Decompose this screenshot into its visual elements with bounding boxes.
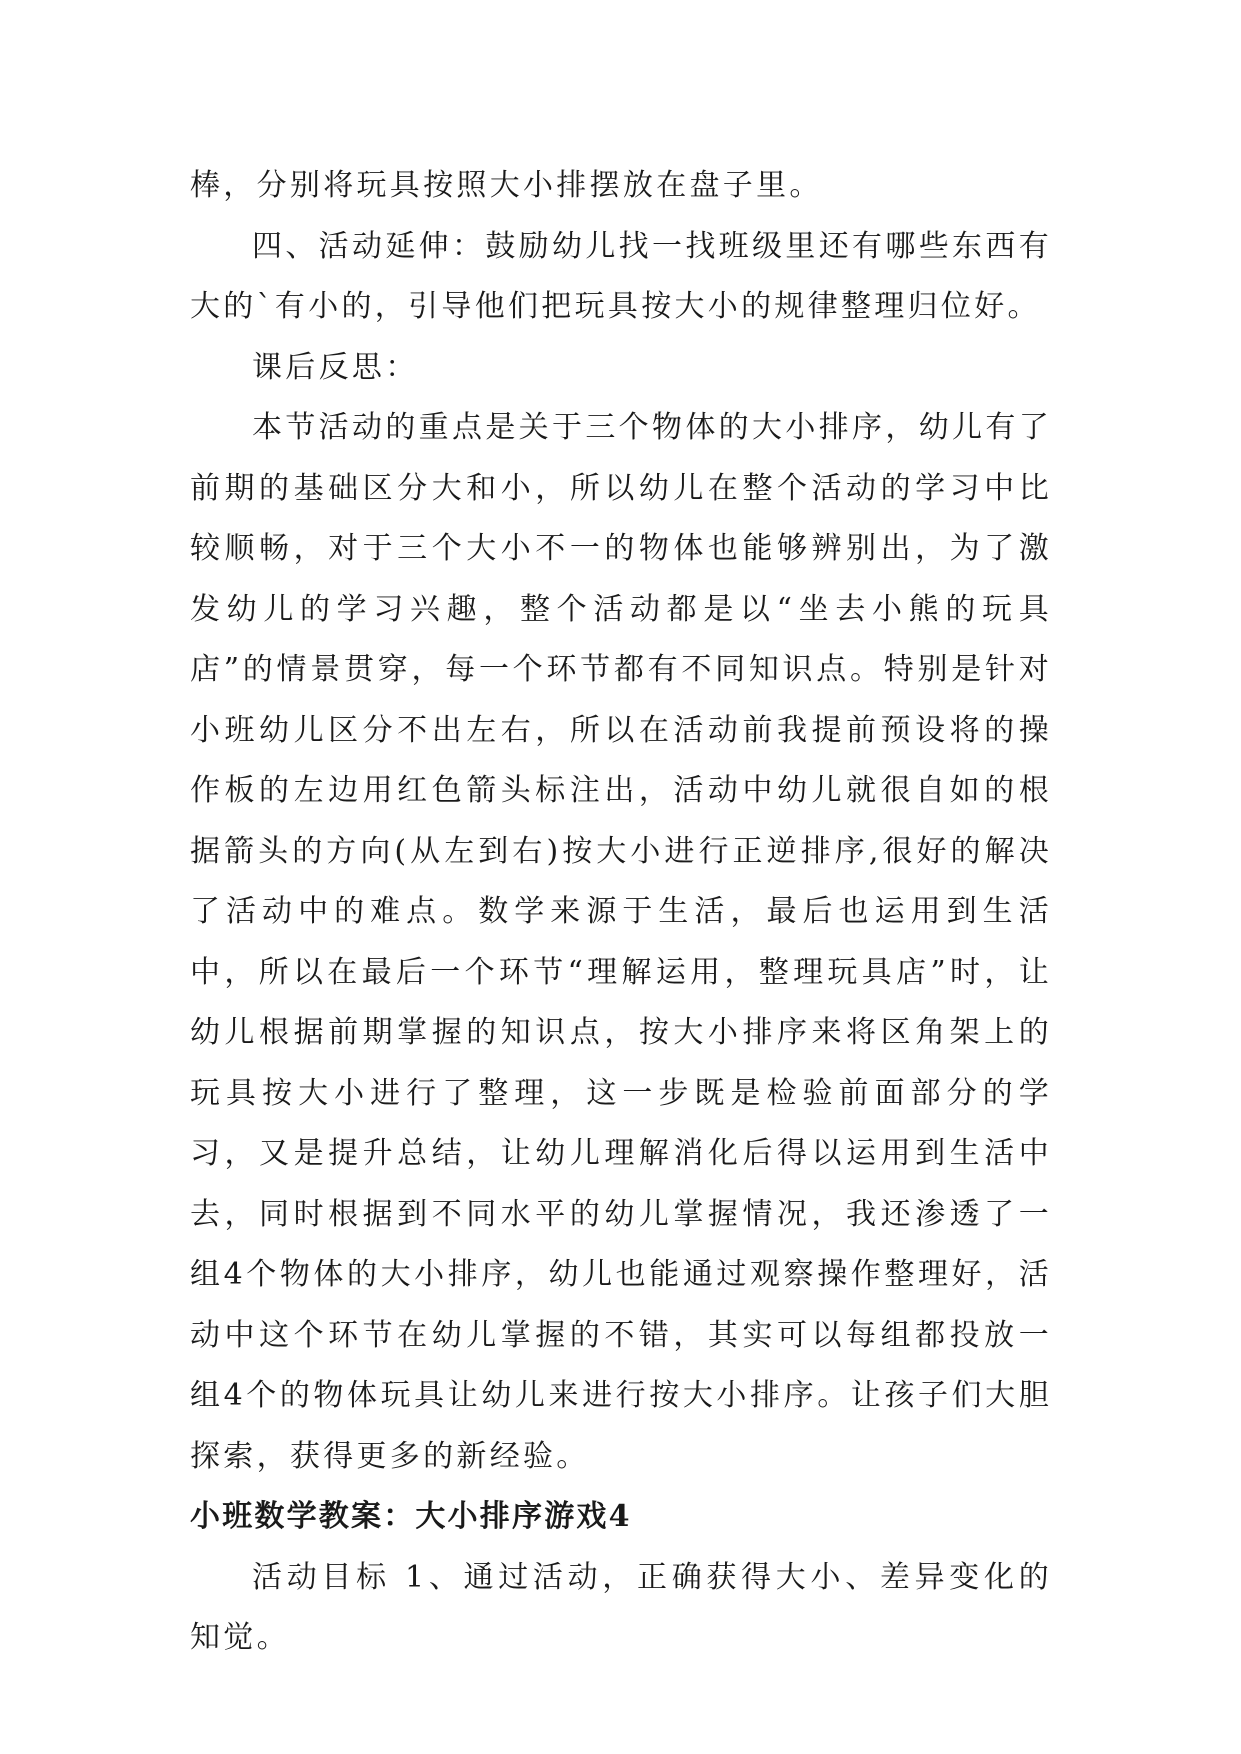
paragraph-reflection-body: 本节活动的重点是关于三个物体的大小排序，幼儿有了前期的基础区分大和小，所以幼儿在整个活动的学习中比较顺畅，对于三个大小不一的物体也能够辨别出，为了激发幼儿的学习兴趣，整个活动都是以“坐去小熊的玩具店”的情景贯穿，每一个环节都有不同知识点。特别是针对小班幼儿区分不出左右，所以在活动前我提前预设将的操作板的左边用红色箭头标注出，活动中幼儿就很自如的根据箭头的方向(从左到右)按大小进行正逆排序,很好的解决了活动中的难点。数学来源于生活，最后也运用到生活中，所以在最后一个环节“理解运用，整理玩具店”时，让幼儿根据前期掌握的知识点，按大小排序来将区角架上的玩具按大小进行了整理，这一步既是检验前面部分的学习，又是提升总结，让幼儿理解消化后得以运用到生活中去，同时根据到不同水平的幼儿掌握情况，我还渗透了一组4个物体的大小排序，幼儿也能通过观察操作整理好，活动中这个环节在幼儿掌握的不错，其实可以每组都投放一组4个的物体玩具让幼儿来进行按大小排序。让孩子们大胆探索，获得更多的新经验。 [190,410,1052,1474]
section-title: 小班数学教案：大小排序游戏4 [190,1499,632,1534]
paragraph-reflection-heading: 课后反思： [252,349,419,385]
document-page [190,156,1052,1669]
paragraph-activity-goal: 活动目标 1、通过活动，正确获得大小、差异变化的知觉。 [190,1559,1052,1655]
paragraph-continuation: 棒，分别将玩具按照大小排摆放在盘子里。 [190,168,823,203]
paragraph-activity-extension: 四、活动延伸：鼓励幼儿找一找班级里还有哪些东西有大的`有小的，引导他们把玩具按大小的规律整理归位好。 [190,228,1052,324]
